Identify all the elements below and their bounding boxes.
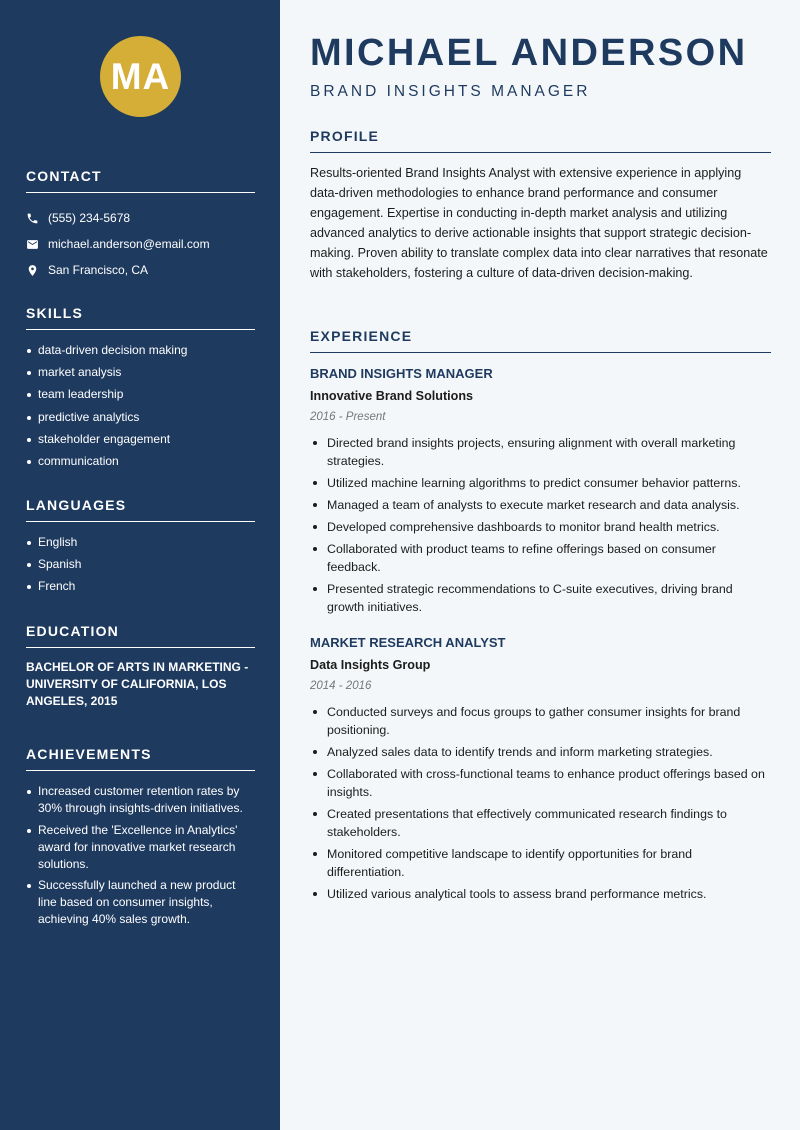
profile-heading: PROFILE — [310, 128, 771, 153]
job-bullet: Utilized various analytical tools to assess brand performance metrics. — [310, 885, 771, 903]
job-dates: 2014 - 2016 — [310, 680, 372, 692]
languages-heading: LANGUAGES — [26, 497, 255, 522]
person-name: MICHAEL ANDERSON — [310, 32, 748, 74]
skill-item: stakeholder engagement — [26, 431, 255, 448]
job-entry — [310, 634, 771, 907]
job-entry — [310, 365, 771, 620]
achievement-item: Increased customer retention rates by 30% through insights-driven initiatives. — [26, 783, 255, 817]
education-section — [26, 623, 255, 710]
language-item: French — [26, 578, 255, 595]
skills-heading: SKILLS — [26, 305, 255, 330]
language-item: Spanish — [26, 556, 255, 573]
person-title: BRAND INSIGHTS MANAGER — [310, 83, 591, 100]
job-role: BRAND INSIGHTS MANAGER — [310, 366, 493, 381]
phone-icon — [26, 212, 39, 225]
job-bullet: Conducted surveys and focus groups to gather consumer insights for brand positioning. — [310, 703, 771, 739]
location-text: San Francisco, CA — [48, 263, 149, 277]
language-item: English — [26, 534, 255, 551]
skill-item: communication — [26, 453, 255, 470]
education-degree: BACHELOR OF ARTS IN MARKETING - UNIVERSITY OF CALIFORNIA, LOS ANGELES, 2015 — [26, 660, 249, 708]
job-bullet: Monitored competitive landscape to identify opportunities for brand differentiation. — [310, 845, 771, 881]
achievement-item: Successfully launched a new product line based on consumer insights, achieving 40% sales growth. — [26, 877, 255, 928]
job-bullet: Created presentations that effectively communicated research findings to stakeholders. — [310, 805, 771, 841]
contact-heading: CONTACT — [26, 168, 255, 193]
skill-item: predictive analytics — [26, 409, 255, 426]
job-bullet: Utilized machine learning algorithms to predict consumer behavior patterns. — [310, 474, 771, 492]
skill-item: data-driven decision making — [26, 342, 255, 359]
job-bullet: Managed a team of analysts to execute market research and data analysis. — [310, 496, 771, 514]
email-text[interactable]: michael.anderson@email.com — [48, 237, 210, 251]
contact-section — [26, 168, 255, 283]
job-bullet: Collaborated with cross-functional teams to enhance product offerings based on insights. — [310, 765, 771, 801]
sidebar — [0, 0, 280, 1130]
achievement-item: Received the 'Excellence in Analytics' award for innovative market research solutions. — [26, 822, 255, 873]
job-role: MARKET RESEARCH ANALYST — [310, 635, 506, 650]
job-bullet: Developed comprehensive dashboards to monitor brand health metrics. — [310, 518, 771, 536]
job-company: Innovative Brand Solutions — [310, 389, 474, 403]
job-bullet: Presented strategic recommendations to C-suite executives, driving brand growth initiatives. — [310, 580, 771, 616]
contact-email — [26, 231, 255, 257]
email-icon — [26, 238, 39, 251]
location-pin-icon — [26, 264, 39, 277]
job-bullet: Collaborated with product teams to refine offerings based on consumer feedback. — [310, 540, 771, 576]
job-bullet: Analyzed sales data to identify trends and inform marketing strategies. — [310, 743, 771, 761]
contact-location — [26, 257, 255, 283]
experience-heading: EXPERIENCE — [310, 328, 771, 353]
skills-section — [26, 305, 255, 475]
job-dates: 2016 - Present — [310, 411, 386, 423]
skill-item: team leadership — [26, 386, 255, 403]
contact-phone — [26, 205, 255, 231]
profile-summary: Results-oriented Brand Insights Analyst with extensive experience in applying data-driven methodologies to enhance brand performance and consumer engagement. Expertise in conducting in-depth market analysis and utilizing advanced analytics to derive actionable insights that support strategic decision-making. Proven ability to translate complex data into clear narratives that resonate with stakeholders, fostering a culture of data-driven decision-making. — [310, 166, 768, 280]
job-bullet: Directed brand insights projects, ensuring alignment with overall marketing strategies. — [310, 434, 771, 470]
languages-section — [26, 497, 255, 601]
skill-item: market analysis — [26, 364, 255, 381]
achievements-heading: ACHIEVEMENTS — [26, 746, 255, 771]
education-heading: EDUCATION — [26, 623, 255, 648]
avatar: MA — [100, 36, 181, 117]
achievements-section — [26, 746, 255, 933]
job-company: Data Insights Group — [310, 658, 431, 672]
phone-text: (555) 234-5678 — [48, 211, 131, 225]
